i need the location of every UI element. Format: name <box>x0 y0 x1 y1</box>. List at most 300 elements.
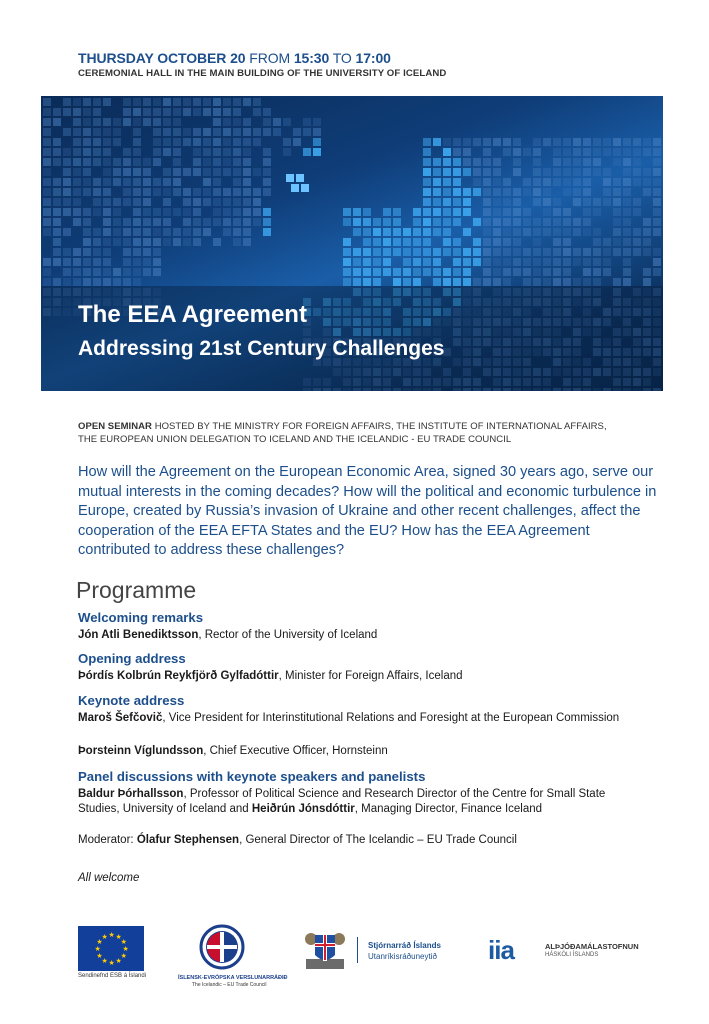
map-pixel <box>623 158 631 166</box>
map-pixel <box>223 148 231 156</box>
map-pixel <box>73 108 81 116</box>
map-pixel <box>153 138 161 146</box>
map-pixel <box>133 108 141 116</box>
map-pixel <box>443 168 451 176</box>
map-pixel <box>183 228 191 236</box>
map-pixel <box>303 118 311 126</box>
map-pixel <box>63 228 71 236</box>
map-pixel <box>183 138 191 146</box>
map-pixel <box>353 258 361 266</box>
map-pixel <box>173 208 181 216</box>
map-pixel <box>353 248 361 256</box>
map-pixel <box>363 248 371 256</box>
map-pixel <box>103 158 111 166</box>
map-pixel <box>423 238 431 246</box>
map-pixel <box>613 238 621 246</box>
map-pixel <box>123 108 131 116</box>
map-pixel <box>83 98 91 106</box>
map-pixel <box>523 178 531 186</box>
map-pixel <box>443 268 451 276</box>
map-pixel <box>393 218 401 226</box>
map-pixel <box>283 148 291 156</box>
map-pixel <box>503 208 511 216</box>
map-pixel <box>83 218 91 226</box>
map-pixel <box>483 168 491 176</box>
map-pixel <box>223 128 231 136</box>
map-pixel <box>243 128 251 136</box>
map-pixel <box>413 218 421 226</box>
map-pixel <box>433 188 441 196</box>
map-pixel <box>533 198 541 206</box>
map-pixel <box>223 108 231 116</box>
map-pixel <box>73 138 81 146</box>
map-pixel <box>473 178 481 186</box>
moderator-name: Ólafur Stephensen <box>136 834 240 846</box>
map-pixel <box>93 148 101 156</box>
map-pixel <box>443 138 451 146</box>
map-pixel <box>563 238 571 246</box>
map-pixel <box>203 98 211 106</box>
map-pixel <box>483 198 491 206</box>
map-pixel <box>433 228 441 236</box>
map-pixel <box>373 278 381 286</box>
map-pixel <box>393 228 401 236</box>
gov-line2: Utanríkisráðuneytið <box>368 952 437 961</box>
map-pixel <box>153 158 161 166</box>
map-pixel <box>553 208 561 216</box>
map-pixel <box>583 248 591 256</box>
map-pixel <box>123 228 131 236</box>
map-pixel <box>573 228 581 236</box>
map-pixel <box>553 258 561 266</box>
map-pixel <box>253 168 261 176</box>
map-pixel <box>463 248 471 256</box>
map-pixel <box>653 228 661 236</box>
map-pixel <box>143 168 151 176</box>
map-pixel <box>73 128 81 136</box>
map-pixel <box>213 208 221 216</box>
map-pixel <box>133 228 141 236</box>
map-pixel <box>623 258 631 266</box>
map-pixel <box>373 238 381 246</box>
map-pixel <box>113 168 121 176</box>
map-pixel <box>433 218 441 226</box>
map-pixel <box>563 188 571 196</box>
map-pixel <box>413 258 421 266</box>
map-pixel <box>153 118 161 126</box>
map-pixel <box>593 208 601 216</box>
sponsor-logos <box>0 915 709 1015</box>
map-pixel <box>643 278 651 286</box>
eu-star-icon: ★ <box>108 959 115 967</box>
map-pixel <box>533 218 541 226</box>
map-pixel <box>183 128 191 136</box>
map-pixel <box>253 108 261 116</box>
map-pixel <box>463 268 471 276</box>
map-pixel <box>73 248 81 256</box>
map-pixel <box>503 278 511 286</box>
map-pixel <box>643 148 651 156</box>
speaker-role: , Vice President for Interinstitutional Relations and Foresight at the European Commission <box>162 712 620 724</box>
speaker-role: , Rector of the University of Iceland <box>198 629 378 641</box>
map-pixel <box>143 158 151 166</box>
map-pixel <box>573 248 581 256</box>
map-pixel <box>553 148 561 156</box>
map-pixel <box>203 148 211 156</box>
map-pixel <box>573 148 581 156</box>
map-pixel <box>343 238 351 246</box>
map-pixel <box>103 238 111 246</box>
map-pixel <box>83 188 91 196</box>
map-pixel <box>223 138 231 146</box>
map-pixel <box>213 198 221 206</box>
speaker-role: , Managing Director, Finance Iceland <box>354 803 543 815</box>
map-pixel <box>53 218 61 226</box>
map-pixel <box>173 178 181 186</box>
map-pixel <box>203 108 211 116</box>
map-pixel <box>353 268 361 276</box>
map-pixel <box>643 248 651 256</box>
map-pixel <box>563 268 571 276</box>
map-pixel <box>133 198 141 206</box>
map-pixel <box>203 128 211 136</box>
welcoming-title: Welcoming remarks <box>78 610 204 625</box>
map-pixel <box>513 148 521 156</box>
speaker-name: Jón Atli Benediktsson <box>78 629 199 641</box>
map-pixel <box>423 188 431 196</box>
map-pixel <box>653 178 661 186</box>
map-pixel <box>463 158 471 166</box>
map-pixel <box>373 268 381 276</box>
divider <box>357 937 358 963</box>
map-pixel <box>563 208 571 216</box>
map-pixel <box>143 268 151 276</box>
map-pixel <box>543 208 551 216</box>
map-pixel <box>513 198 521 206</box>
map-pixel <box>653 208 661 216</box>
map-pixel <box>203 178 211 186</box>
map-pixel <box>203 218 211 226</box>
eu-star-icon: ★ <box>115 957 122 966</box>
map-pixel <box>143 98 151 106</box>
map-pixel <box>503 198 511 206</box>
map-pixel <box>633 178 641 186</box>
map-pixel <box>133 128 141 136</box>
map-pixel <box>603 138 611 146</box>
map-pixel <box>153 148 161 156</box>
map-pixel <box>223 158 231 166</box>
map-pixel <box>413 278 421 286</box>
map-pixel <box>53 238 61 246</box>
map-pixel <box>73 278 81 286</box>
iceland-pixel <box>286 174 294 182</box>
map-pixel <box>73 258 81 266</box>
map-pixel <box>513 168 521 176</box>
map-pixel <box>593 158 601 166</box>
map-pixel <box>233 188 241 196</box>
map-pixel <box>583 258 591 266</box>
map-pixel <box>533 248 541 256</box>
map-pixel <box>53 108 61 116</box>
map-pixel <box>423 168 431 176</box>
map-pixel <box>123 178 131 186</box>
map-pixel <box>223 188 231 196</box>
map-pixel <box>543 248 551 256</box>
iia-line2: HÁSKÓLI ÍSLANDS <box>545 952 599 958</box>
map-pixel <box>113 218 121 226</box>
map-pixel <box>133 248 141 256</box>
map-pixel <box>173 158 181 166</box>
map-pixel <box>613 138 621 146</box>
map-pixel <box>453 238 461 246</box>
map-pixel <box>613 278 621 286</box>
map-pixel <box>423 268 431 276</box>
map-pixel <box>423 158 431 166</box>
map-pixel <box>133 138 141 146</box>
map-pixel <box>503 258 511 266</box>
map-pixel <box>113 228 121 236</box>
map-pixel <box>533 238 541 246</box>
map-pixel <box>163 108 171 116</box>
map-pixel <box>543 168 551 176</box>
map-pixel <box>213 238 221 246</box>
map-pixel <box>233 208 241 216</box>
map-pixel <box>593 168 601 176</box>
map-pixel <box>533 148 541 156</box>
map-pixel <box>503 268 511 276</box>
trade-council-sub: The Icelandic – EU Trade Council <box>192 982 267 988</box>
map-pixel <box>613 208 621 216</box>
map-pixel <box>483 228 491 236</box>
map-pixel <box>233 198 241 206</box>
map-pixel <box>523 148 531 156</box>
map-pixel <box>303 128 311 136</box>
map-pixel <box>593 268 601 276</box>
map-pixel <box>573 198 581 206</box>
map-pixel <box>223 118 231 126</box>
map-pixel <box>123 168 131 176</box>
map-pixel <box>603 168 611 176</box>
map-pixel <box>143 248 151 256</box>
map-pixel <box>533 158 541 166</box>
map-pixel <box>473 138 481 146</box>
map-pixel <box>63 128 71 136</box>
map-pixel <box>643 218 651 226</box>
map-pixel <box>653 218 661 226</box>
map-pixel <box>123 98 131 106</box>
map-pixel <box>563 278 571 286</box>
map-pixel <box>473 278 481 286</box>
map-pixel <box>103 188 111 196</box>
map-pixel <box>243 118 251 126</box>
map-pixel <box>493 278 501 286</box>
map-pixel <box>103 278 111 286</box>
map-pixel <box>433 278 441 286</box>
map-pixel <box>403 228 411 236</box>
map-pixel <box>223 168 231 176</box>
eu-star-icon: ★ <box>94 945 101 953</box>
map-pixel <box>603 148 611 156</box>
map-pixel <box>373 218 381 226</box>
map-pixel <box>413 238 421 246</box>
map-pixel <box>463 198 471 206</box>
map-pixel <box>313 118 321 126</box>
map-pixel <box>103 178 111 186</box>
hosts-lead: OPEN SEMINAR <box>78 421 152 432</box>
map-pixel <box>53 208 61 216</box>
map-pixel <box>103 198 111 206</box>
map-pixel <box>143 238 151 246</box>
map-pixel <box>173 108 181 116</box>
map-pixel <box>303 148 311 156</box>
map-pixel <box>243 218 251 226</box>
map-pixel <box>133 238 141 246</box>
map-pixel <box>43 278 51 286</box>
panel-title: Panel discussions with keynote speakers and panelists <box>78 769 426 784</box>
map-pixel <box>63 188 71 196</box>
map-pixel <box>433 168 441 176</box>
map-pixel <box>413 228 421 236</box>
map-pixel <box>163 178 171 186</box>
map-pixel <box>93 98 101 106</box>
map-pixel <box>623 168 631 176</box>
map-pixel <box>143 198 151 206</box>
hosts-line1: HOSTED BY THE MINISTRY FOR FOREIGN AFFAIRS, THE INSTITUTE OF INTERNATIONAL AFFAIRS, <box>154 421 607 432</box>
map-pixel <box>583 168 591 176</box>
map-pixel <box>143 208 151 216</box>
map-pixel <box>483 248 491 256</box>
map-pixel <box>233 118 241 126</box>
map-pixel <box>503 238 511 246</box>
map-pixel <box>623 278 631 286</box>
map-pixel <box>523 278 531 286</box>
map-pixel <box>173 228 181 236</box>
map-pixel <box>603 268 611 276</box>
map-pixel <box>513 188 521 196</box>
map-pixel <box>623 218 631 226</box>
iceland-pixel <box>301 184 309 192</box>
map-pixel <box>493 178 501 186</box>
map-pixel <box>583 268 591 276</box>
map-pixel <box>183 208 191 216</box>
intro-paragraph: How will the Agreement on the European Economic Area, signed 30 years ago, serve our mutual interests in the coming decades? How will the political and economic turbulence in Europe, created by Russia’s invasion of Ukraine and other recent challenges, affect the cooperation of the EEA EFTA States and the EU? How has the EEA Agreement contributed to address these challenges? <box>78 464 657 558</box>
map-pixel <box>473 168 481 176</box>
map-pixel <box>393 238 401 246</box>
map-pixel <box>103 148 111 156</box>
map-pixel <box>83 148 91 156</box>
map-pixel <box>73 198 81 206</box>
to-word: TO <box>332 50 352 66</box>
map-pixel <box>253 188 261 196</box>
map-pixel <box>83 278 91 286</box>
map-pixel <box>523 208 531 216</box>
map-pixel <box>263 168 271 176</box>
map-pixel <box>443 228 451 236</box>
keynote-speaker-2 <box>78 744 668 759</box>
map-pixel <box>423 198 431 206</box>
map-pixel <box>253 198 261 206</box>
map-pixel <box>493 138 501 146</box>
map-pixel <box>263 128 271 136</box>
map-pixel <box>233 138 241 146</box>
map-pixel <box>53 158 61 166</box>
map-pixel <box>143 188 151 196</box>
map-pixel <box>43 158 51 166</box>
map-pixel <box>93 198 101 206</box>
map-pixel <box>163 128 171 136</box>
eu-star-icon: ★ <box>96 952 103 960</box>
map-pixel <box>43 168 51 176</box>
map-pixel <box>123 158 131 166</box>
map-pixel <box>173 118 181 126</box>
map-pixel <box>183 168 191 176</box>
map-pixel <box>343 248 351 256</box>
coat-of-arms-icon <box>303 925 347 975</box>
map-pixel <box>193 188 201 196</box>
map-pixel <box>453 278 461 286</box>
map-pixel <box>643 178 651 186</box>
trade-council-logo-icon <box>199 924 245 970</box>
map-pixel <box>493 198 501 206</box>
map-pixel <box>383 218 391 226</box>
map-pixel <box>43 268 51 276</box>
map-pixel <box>643 188 651 196</box>
map-pixel <box>363 278 371 286</box>
map-pixel <box>533 268 541 276</box>
map-pixel <box>213 218 221 226</box>
map-pixel <box>43 108 51 116</box>
map-pixel <box>43 218 51 226</box>
map-pixel <box>593 148 601 156</box>
map-pixel <box>453 208 461 216</box>
map-pixel <box>43 148 51 156</box>
map-pixel <box>103 208 111 216</box>
map-pixel <box>473 258 481 266</box>
map-pixel <box>443 248 451 256</box>
map-pixel <box>553 168 561 176</box>
map-pixel <box>93 108 101 116</box>
map-pixel <box>193 228 201 236</box>
map-pixel <box>193 208 201 216</box>
map-pixel <box>83 268 91 276</box>
map-pixel <box>103 118 111 126</box>
map-pixel <box>473 248 481 256</box>
map-pixel <box>143 228 151 236</box>
map-pixel <box>603 178 611 186</box>
map-pixel <box>73 158 81 166</box>
map-pixel <box>613 248 621 256</box>
map-pixel <box>433 248 441 256</box>
map-pixel <box>53 248 61 256</box>
map-pixel <box>133 218 141 226</box>
map-pixel <box>423 148 431 156</box>
map-pixel <box>153 108 161 116</box>
map-pixel <box>133 158 141 166</box>
map-pixel <box>433 258 441 266</box>
map-pixel <box>543 278 551 286</box>
map-pixel <box>213 98 221 106</box>
keynote-title: Keynote address <box>78 693 185 708</box>
map-pixel <box>53 278 61 286</box>
map-pixel <box>133 208 141 216</box>
map-pixel <box>233 178 241 186</box>
map-pixel <box>193 108 201 116</box>
map-pixel <box>393 208 401 216</box>
map-pixel <box>73 118 81 126</box>
hosts-line2: THE EUROPEAN UNION DELEGATION TO ICELAND AND THE ICELANDIC - EU TRADE COUNCIL <box>78 434 512 445</box>
map-pixel <box>463 138 471 146</box>
map-pixel <box>263 158 271 166</box>
